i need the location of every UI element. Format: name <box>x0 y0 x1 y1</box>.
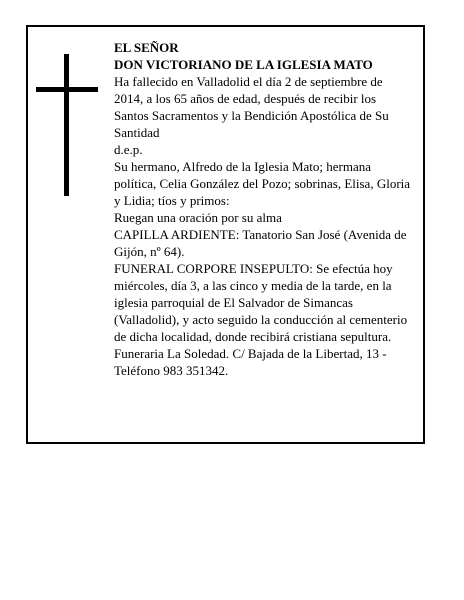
obituary-text <box>114 39 414 379</box>
deceased-name: DON VICTORIANO DE LA IGLESIA MATO <box>114 57 373 72</box>
title-line-1: EL SEÑOR <box>114 40 179 55</box>
rip-text: d.e.p. <box>114 142 143 157</box>
chapel-info: CAPILLA ARDIENTE: Tanatorio San José (Avenida de Gijón, nº 64). <box>114 227 407 259</box>
prayer-request: Ruegan una oración por su alma <box>114 210 282 225</box>
cross-horizontal-bar <box>36 87 98 92</box>
death-announcement: Ha fallecido en Valladolid el día 2 de septiembre de 2014, a los 65 años de edad, después de recibir los Santos Sacramentos y la Bendición Apostólica de Su Santidad <box>114 74 389 140</box>
family-list: Su hermano, Alfredo de la Iglesia Mato; hermana política, Celia González del Pozo; sobrinas, Elisa, Gloria y Lidia; tíos y primos: <box>114 159 411 208</box>
funeral-info: FUNERAL CORPORE INSEPULTO: Se efectúa hoy miércoles, día 3, a las cinco y media de la tarde, en la iglesia parroquial de El Salvador de Simancas (Valladolid), y acto seguido la conducción al cementerio de dicha localidad, donde recibirá cristiana sepultura. <box>114 261 408 344</box>
funeral-home-info: Funeraria La Soledad. C/ Bajada de la Libertad, 13 - Teléfono 983 351342. <box>114 346 387 378</box>
cross-icon <box>36 54 98 196</box>
cross-vertical-bar <box>64 54 69 196</box>
